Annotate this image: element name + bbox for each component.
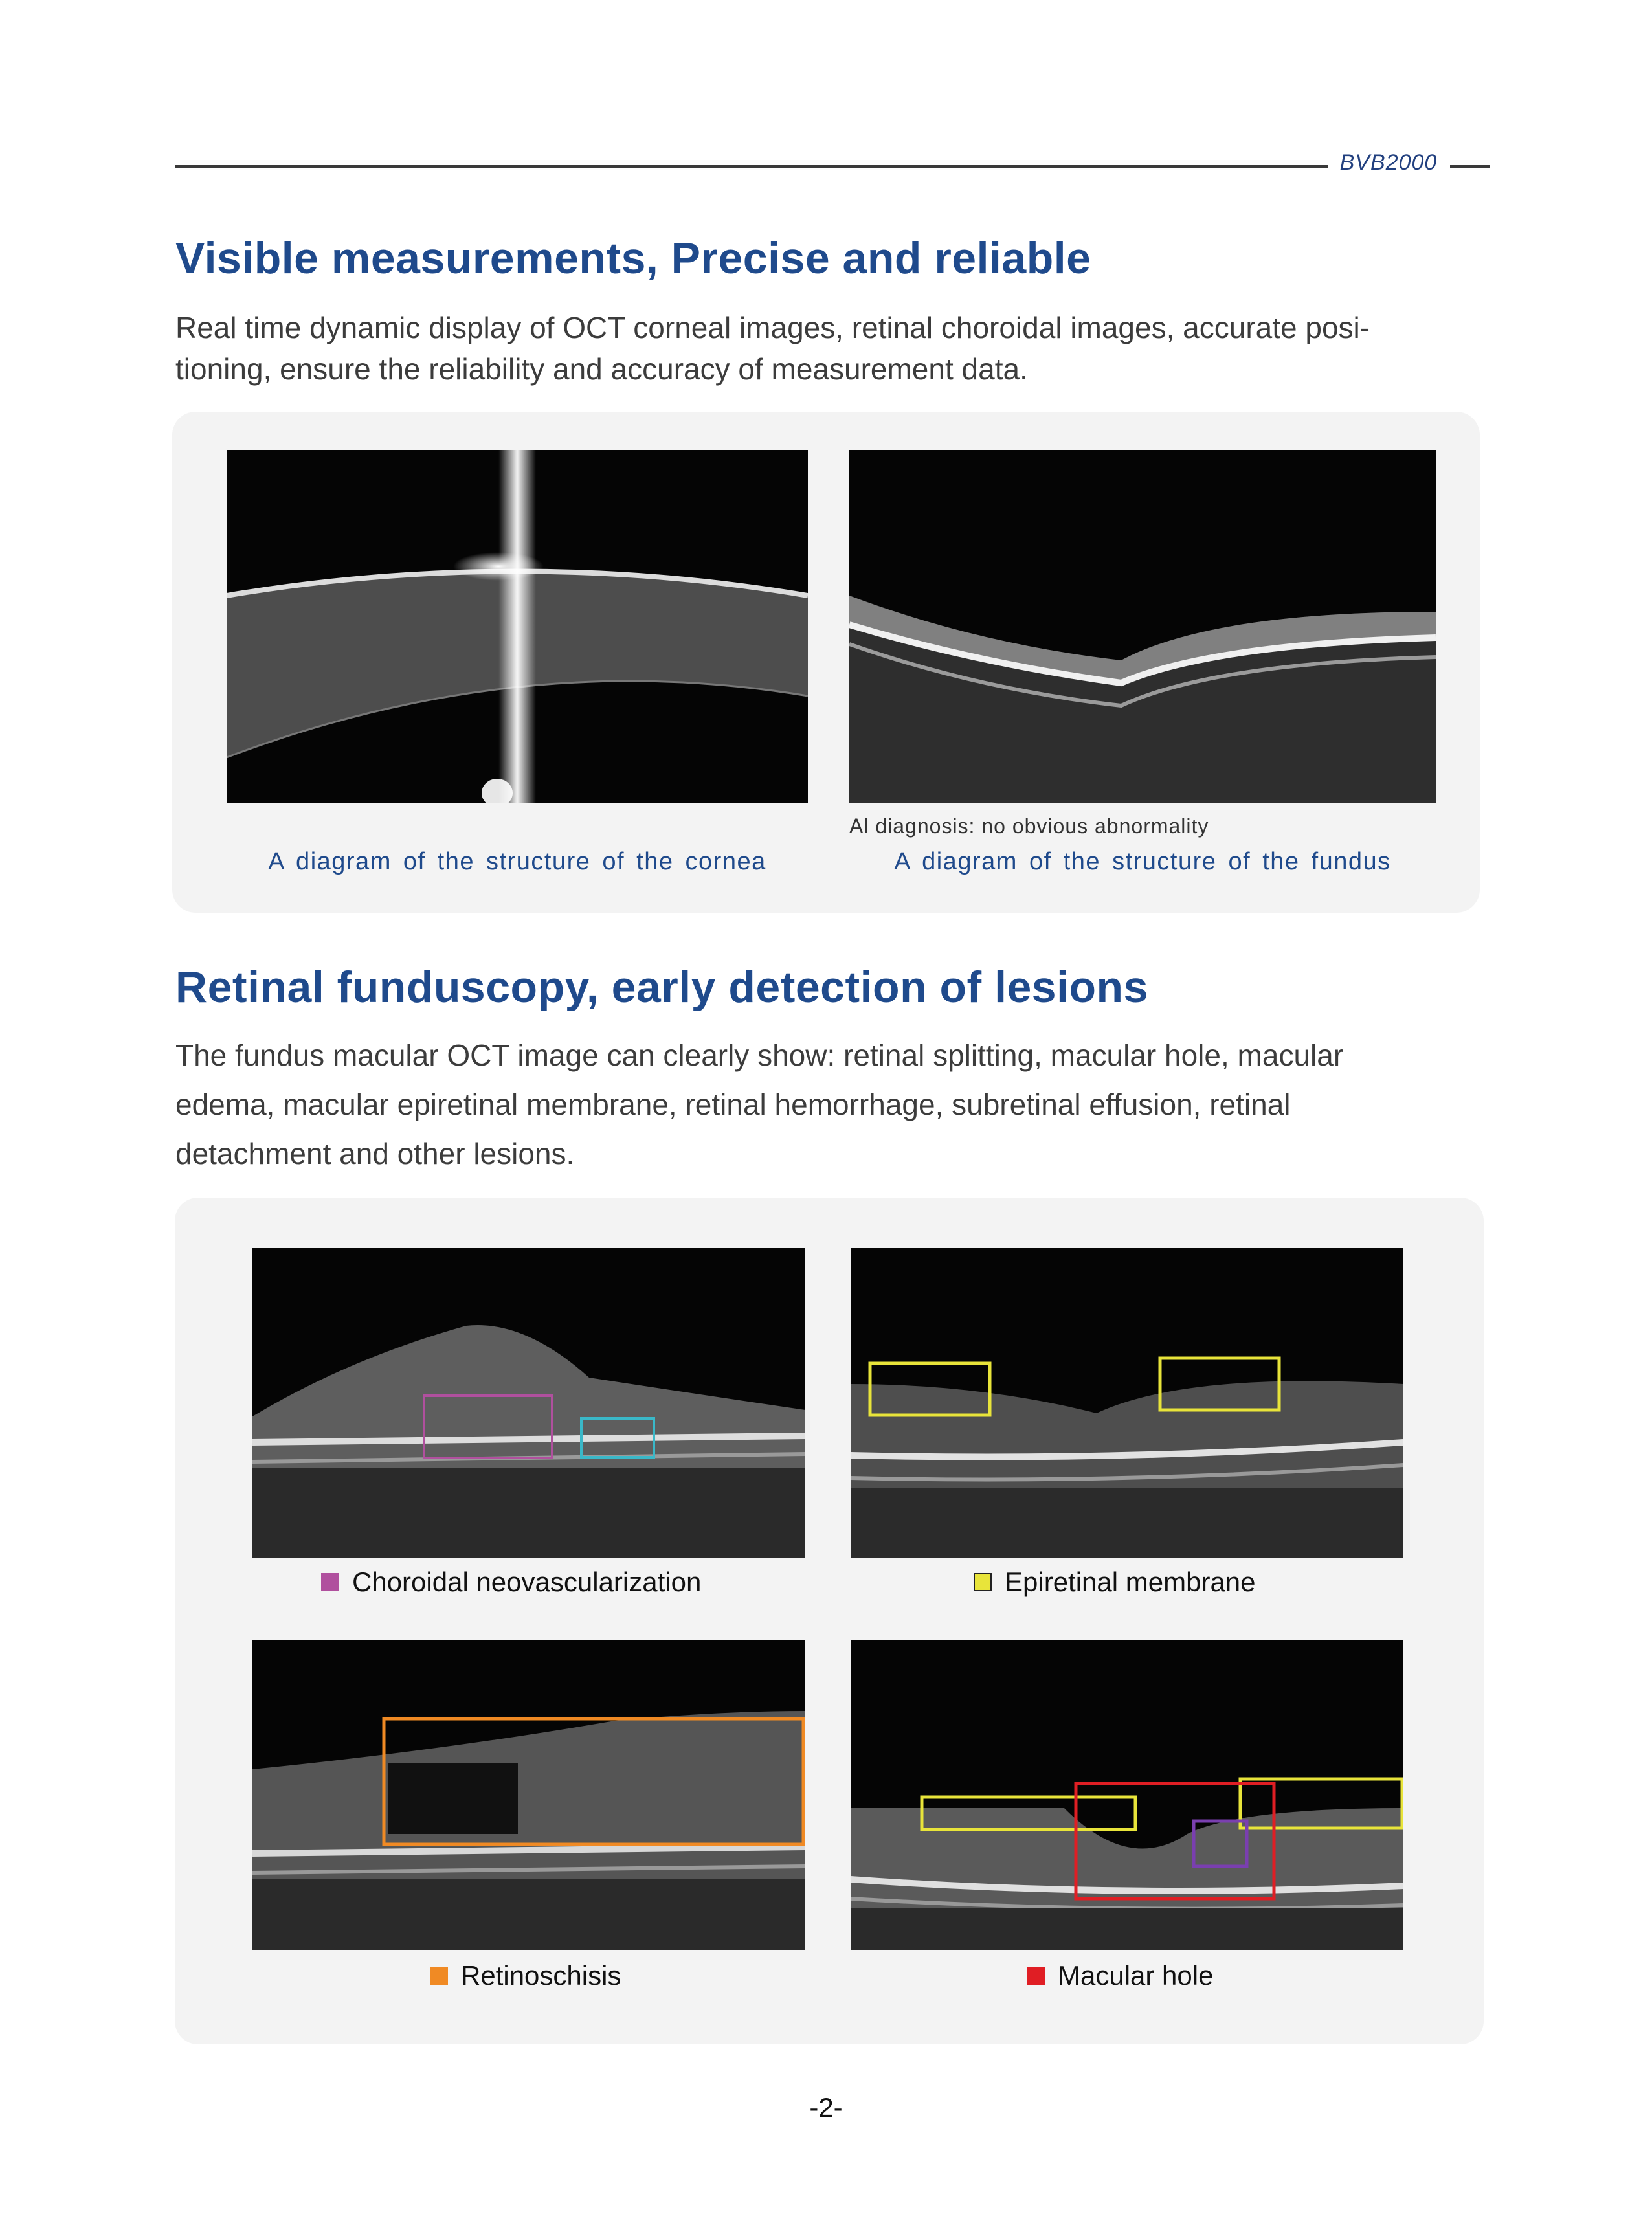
legend-label: Epiretinal membrane <box>1005 1567 1256 1597</box>
legend-swatch-yellow <box>974 1573 992 1591</box>
legend-retinoschisis <box>430 1960 621 1991</box>
legend-swatch-purple <box>321 1573 339 1591</box>
legend-label: Macular hole <box>1058 1960 1214 1991</box>
section-2-body-line-3: detachment and other lesions. <box>175 1137 575 1170</box>
section-2-body-line-2: edema, macular epiretinal membrane, retinal hemorrhage, subretinal effusion, retinal <box>175 1088 1291 1121</box>
legend-label: Choroidal neovascularization <box>352 1567 702 1597</box>
section-1-body-line-2: tioning, ensure the reliability and accuracy of measurement data. <box>175 352 1028 386</box>
ai-diagnosis-note: Al diagnosis: no obvious abnormality <box>849 814 1209 838</box>
header-rule-left <box>175 165 1328 168</box>
page-number: -2- <box>809 2092 843 2123</box>
epiretinal-membrane-image <box>851 1248 1403 1558</box>
section-2-title: Retinal funduscopy, early detection of lesions <box>175 963 1148 1012</box>
fundus-oct-image <box>849 450 1436 803</box>
section-1-title: Visible measurements, Precise and reliable <box>175 234 1091 283</box>
legend-macular-hole <box>1027 1960 1213 1991</box>
legend-epiretinal-membrane <box>974 1567 1256 1598</box>
section-2-body-line-1: The fundus macular OCT image can clearly show: retinal splitting, macular hole, macular <box>175 1038 1344 1072</box>
header-rule-right <box>1450 165 1490 168</box>
section-1-body-line-1: Real time dynamic display of OCT corneal images, retinal choroidal images, accurate posi- <box>175 311 1370 344</box>
cornea-caption: A diagram of the structure of the cornea <box>268 848 766 875</box>
macular-hole-image <box>851 1640 1403 1950</box>
choroidal-neovascularization-image <box>252 1248 805 1558</box>
legend-label: Retinoschisis <box>461 1960 621 1991</box>
fundus-caption: A diagram of the structure of the fundus <box>894 848 1391 875</box>
legend-swatch-orange <box>430 1967 448 1985</box>
legend-swatch-red <box>1027 1967 1045 1985</box>
retinoschisis-image <box>252 1640 805 1950</box>
header-model-label: BVB2000 <box>1339 150 1438 175</box>
legend-choroidal-neovascularization <box>321 1567 701 1598</box>
cornea-oct-image <box>227 450 808 803</box>
